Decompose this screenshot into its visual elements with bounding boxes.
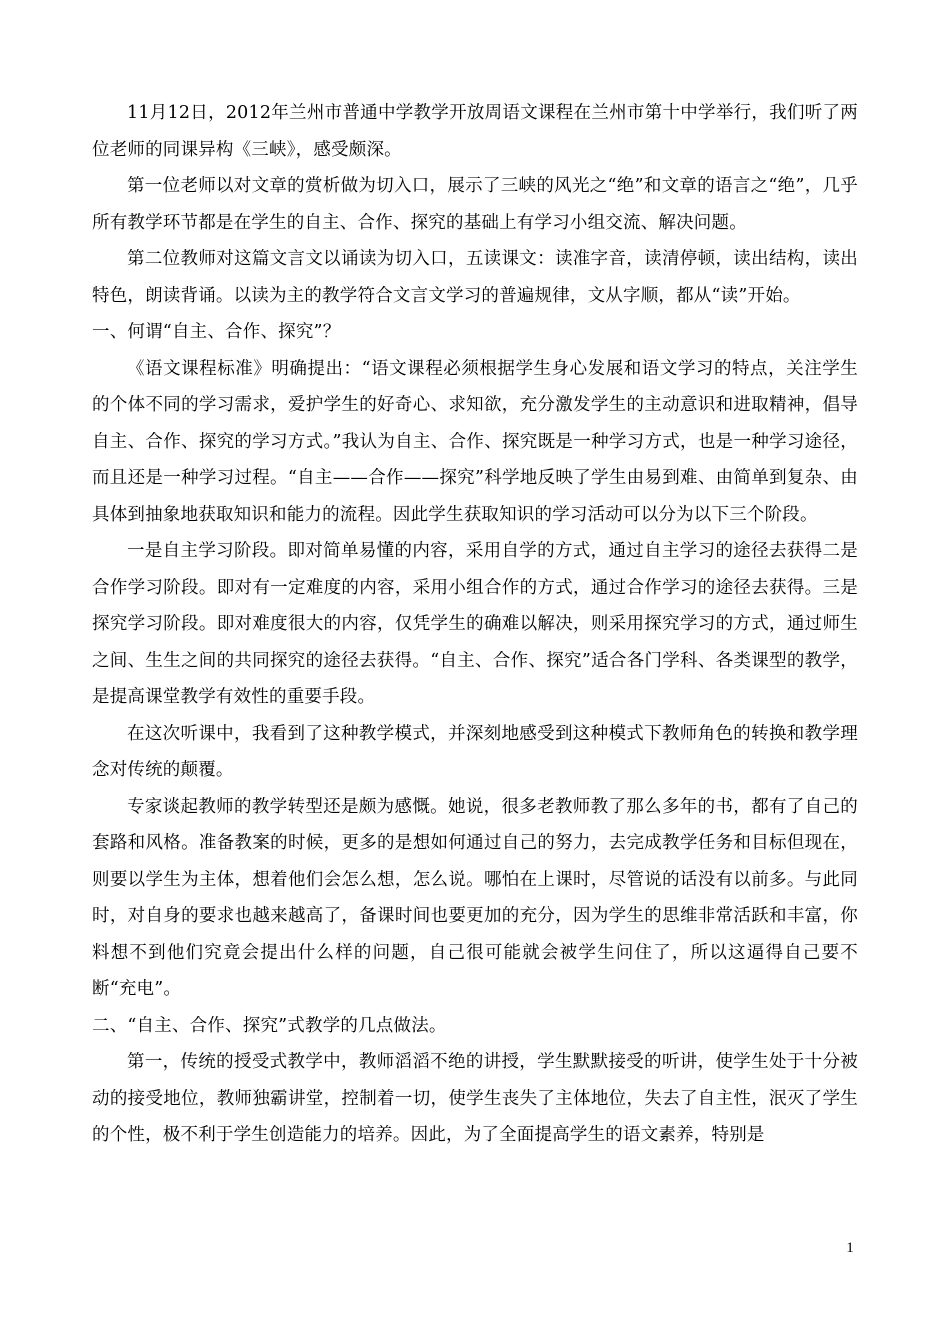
paragraph-first-teacher: 第一位老师以对文章的赏析做为切入口，展示了三峡的风光之“绝”和文章的语言之“绝”，几乎所有教学环节都是在学生的自主、合作、探究的基础上有学习小组交流、解决问题。 <box>92 176 858 233</box>
paragraph-observation: 在这次听课中，我看到了这种教学模式，并深刻地感受到这种模式下教师角色的转换和教学理念对传统的颠覆。 <box>92 723 858 780</box>
paragraph-three-stages: 一是自主学习阶段。即对简单易懂的内容，采用自学的方式，通过自主学习的途径去获得二是合作学习阶段。即对有一定难度的内容，采用小组合作的方式，通过合作学习的途径去获得。三是探究学习阶段。即对难度很大的内容，仅凭学生的确难以解决，则采用探究学习的方式，通过师生之间、生生之间的共同探究的途径去获得。“自主、合作、探究”适合各门学科、各类课型的教学，是提高课堂教学有效性的重要手段。 <box>92 541 858 707</box>
section-heading-one: 一、何谓“自主、合作、探究”？ <box>92 322 341 342</box>
paragraph-first-practice: 第一，传统的授受式教学中，教师滔滔不绝的讲授，学生默默接受的听讲，使学生处于十分被动的接受地位，教师独霸讲堂，控制着一切，使学生丧失了主体地位，失去了自主性，泯灭了学生的个性，极不利于学生创造能力的培养。因此，为了全面提高学生的语文素养，特别是 <box>92 1052 858 1145</box>
paragraph-curriculum-standard: 《语文课程标准》明确提出：“语文课程必须根据学生身心发展和语文学习的特点，关注学生的个体不同的学习需求，爱护学生的好奇心、求知欲，充分激发学生的主动意识和进取精神，倡导自主、合作、探究的学习方式。”我认为自主、合作、探究既是一种学习方式，也是一种学习途径，而且还是一种学习过程。“自主——合作——探究”科学地反映了学生由易到难、由简单到复杂、由具体到抽象地获取知识和能力的流程。因此学生获取知识的学习活动可以分为以下三个阶段。 <box>92 358 858 525</box>
paragraph-intro: 11月12日，2012年兰州市普通中学教学开放周语文课程在兰州市第十中学举行，我们听了两位老师的同课异构《三峡》，感受颇深。 <box>92 103 858 160</box>
section-heading-two: 二、“自主、合作、探究”式教学的几点做法。 <box>92 1015 447 1036</box>
document-body <box>92 95 858 1154</box>
paragraph-expert-view: 专家谈起教师的教学转型还是颇为感慨。她说，很多老教师教了那么多年的书，都有了自己的套路和风格。准备教案的时候，更多的是想如何通过自己的努力，去完成教学任务和目标但现在，则要以学生为主体，想着他们会怎么想，怎么说。哪怕在上课时，尽管说的话没有以前多。与此同时，对自身的要求也越来越高了，备课时间也要更加的充分，因为学生的思维非常活跃和丰富，你料想不到他们究竟会提出什么样的问题，自己很可能就会被学生问住了，所以这逼得自己要不断“充电”。 <box>92 796 858 999</box>
page-number: 1 <box>846 1240 854 1256</box>
paragraph-second-teacher: 第二位教师对这篇文言文以诵读为切入口，五读课文：读准字音，读清停顿，读出结构，读出特色，朗读背诵。以读为主的教学符合文言文学习的普遍规律，文从字顺，都从“读”开始。 <box>92 249 858 306</box>
